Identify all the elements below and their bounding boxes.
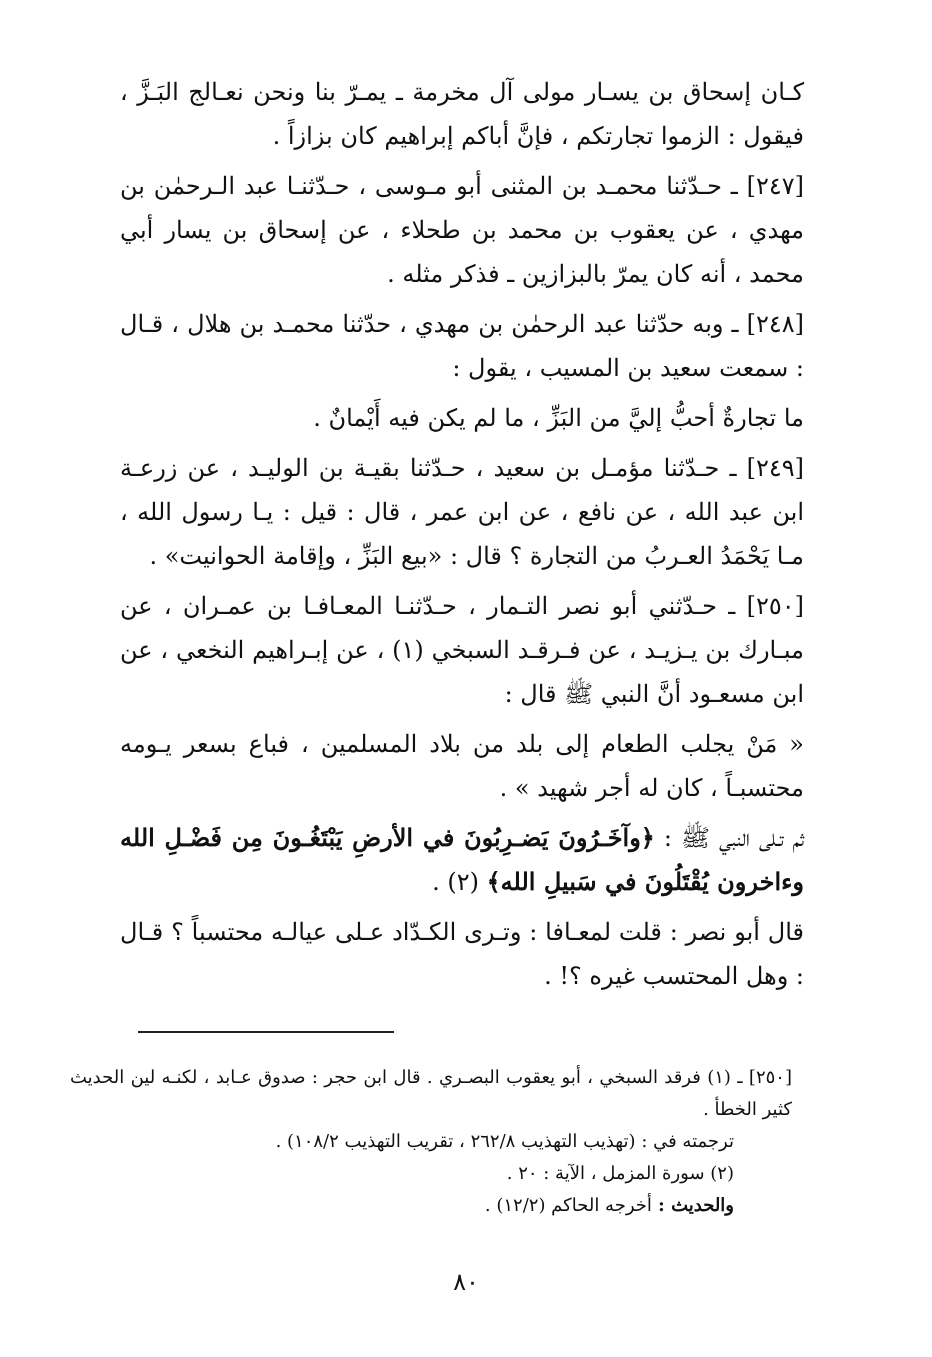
page-number: ٨٠ [453, 1268, 479, 1296]
footnote-divider [138, 1031, 394, 1033]
quran-paragraph [120, 816, 804, 904]
footnote-hadith-label: والحديث : [651, 1195, 734, 1216]
footnote-2: (٢) سورة المزمل ، الآية : ٢٠ . [506, 1163, 734, 1184]
paragraph-intro: كـان إسحاق بن يسـار مولى آل مخرمة ـ يمـرّ بنا ونحن نعـالج البَـزَّ ، فيقول : الزموا تجارتكم ، فإنَّ أباكم إبراهيم كان بزازاً . [120, 78, 804, 150]
footnotes [70, 1062, 792, 1222]
footnote-biography-text: (تهذيب التهذيب ٢٦٢/٨ ، تقريب التهذيب ١٠٨/٢) . [275, 1131, 636, 1152]
footnote-1: [٢٥٠] ـ (١) فرقد السبخي ، أبو يعقوب البصـري . قال ابن حجر : صدوق عـابد ، لكنـه لين الحديث كثير الخطأ . [70, 1067, 792, 1120]
hadith-248-text: ما تجارةٌ أحبُّ إليَّ من البَزِّ ، ما لم يكن فيه أَيْمانٌ . [313, 404, 804, 432]
quran-verse: ﴿وآخَـرُونَ يَضـرِبُونَ في الأرضِ يَبْتَغُـونَ مِن فَضْـلِ الله وءاخرون يُقْتَلُونَ في سَبيلِ الله﴾ [120, 823, 804, 896]
footnote-biography [70, 1126, 792, 1158]
footnote-biography-label: ترجمته في : [635, 1131, 734, 1152]
footnote-hadith-text: أخرجه الحاكم (١٢/٢) . [484, 1195, 652, 1216]
hadith-248: [٢٤٨] ـ وبه حدّثنا عبد الرحمٰن بن مهدي ، حدّثنا محمـد بن هلال ، قـال : سمعت سعيد بن المسيب ، يقول : [120, 310, 804, 382]
hadith-247: [٢٤٧] ـ حـدّثنا محمـد بن المثنى أبو مـوسى ، حـدّثنـا عبد الـرحمٰن بن مهدي ، عن يعقوب بن محمد بن طحلاء ، عن إسحاق بن يسار أبي محمد ، أنه كان يمرّ بالبزازين ـ فذكر مثله . [120, 172, 805, 288]
hadith-249: [٢٤٩] ـ حـدّثنا مؤمـل بن سعيد ، حـدّثنا بقيـة بن الوليـد ، عن زرعـة ابن عبد الله ، عن نافع ، عن ابن عمر ، قال : قيل : يـا رسول الله ، مـا يَحْمَدُ العـربُ من التجارة ؟ قال : «بيع البَزِّ ، وإقامة الحوانيت» . [120, 454, 804, 570]
quran-reference: (٢) . [432, 868, 487, 896]
main-text [120, 70, 804, 1004]
closing-paragraph: قال أبو نصر : قلت لمعـافا : وتـرى الكـدّاد عـلى عيالـه محتسباً ؟ قـال : وهل المحتسب غيره ؟! . [120, 918, 804, 990]
hadith-250-text: « مَنْ يجلب الطعام إلى بلد من بلاد المسلمين ، فباع بسعر يـومه محتسبـاً ، كان له أجر شهيد » . [120, 730, 804, 802]
footnote-hadith-source [70, 1190, 792, 1222]
quran-intro: ثم تـلى النبي ﷺ : [654, 824, 804, 852]
hadith-250: [٢٥٠] ـ حـدّثني أبو نصر التـمار ، حـدّثنـا المعـافـا بن عمـران ، عن مبـارك بن يـزيـد ، عن فـرقـد السبخي (١) ، عن إبـراهيم النخعي ، عن ابن مسعـود أنَّ النبي ﷺ قال : [120, 592, 804, 708]
